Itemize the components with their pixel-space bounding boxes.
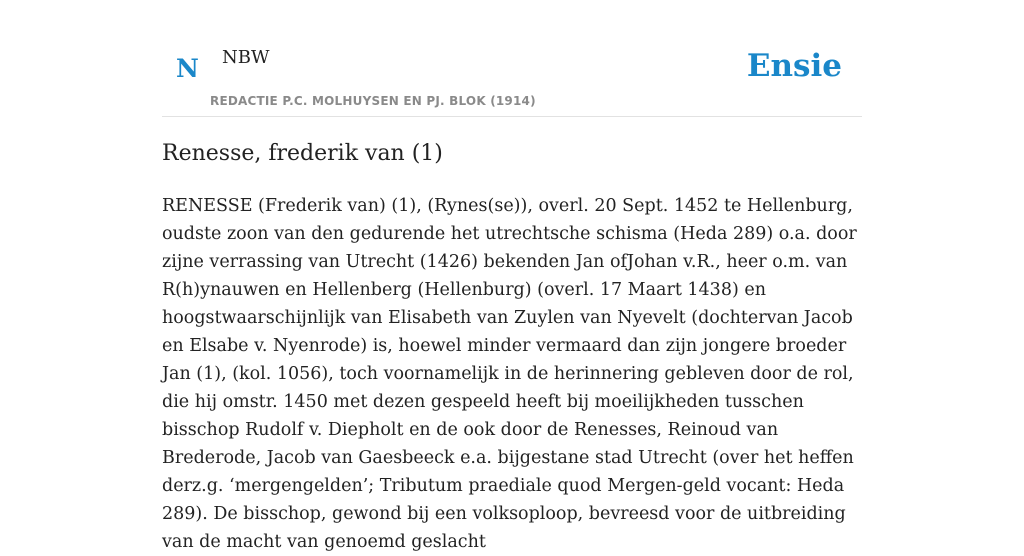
article-body: RENESSE (Frederik van) (1), (Rynes(se)), overl. 20 Sept. 1452 te Hellenburg, oudste zoon van den gedurende het utrechtsche schisma (Heda 289) o.a. door zijne verrassing van Utrecht (1426) bekenden Jan ofJohan v.R., heer o.m. van R(h)ynauwen en Hellenberg (Hellenburg) (overl. 17 Maart 1438) en hoogstwaarschijnlijk van Elisabeth van Zuylen van Nyevelt (dochtervan Jacob en Elsabe v. Nyenrode) is, hoewel minder vermaard dan zijn jongere broeder Jan (1), (kol. 1056), toch voornamelijk in de herinnering gebleven door de rol, die hij omstr. 1450 met dezen gespeeld heeft bij moeilijkheden tusschen bisschop Rudolf v. Diepholt en de ook door de Renesses, Reinoud van Brederode, Jacob van Gaesbeeck e.a. bijgestane stad Utrecht (over het heffen derz.g. ‘mergengelden’; Tributum praediale quod Mergen-geld vocant: Heda 289). De bisschop, gewond bij een volksoploop, bevreesd voor de uitbreiding van de macht van genoemd geslacht	[162, 196, 857, 552]
source-name-link[interactable]: NBW	[222, 47, 270, 68]
source-header	[162, 0, 862, 117]
source-logo-icon: N	[176, 54, 199, 83]
source-editor-label: REDACTIE P.C. MOLHUYSEN EN PJ. BLOK (1914)	[210, 94, 536, 108]
brand-logo-link[interactable]: Ensie	[746, 48, 842, 84]
article-title: Renesse, frederik van (1)	[162, 141, 443, 166]
